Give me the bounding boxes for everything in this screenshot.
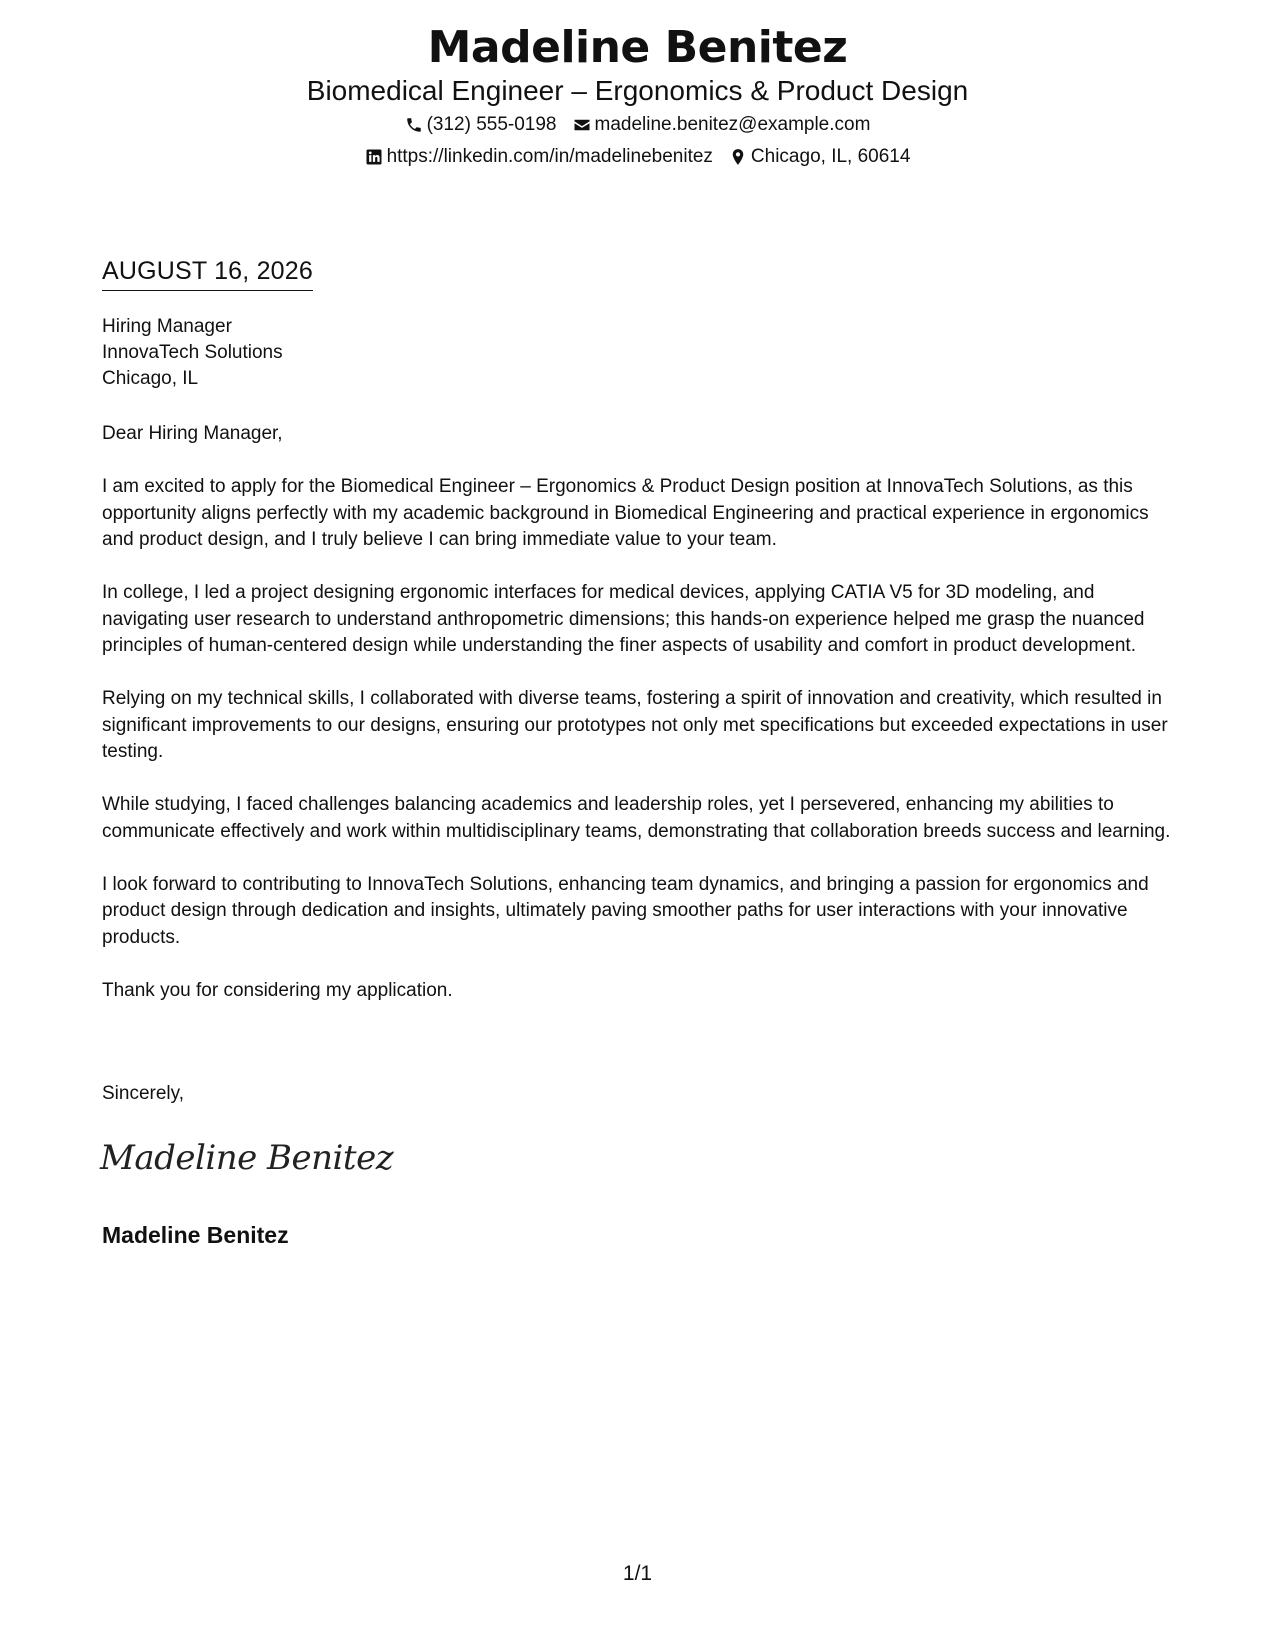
recipient-company: InnovaTech Solutions [102, 342, 283, 363]
salutation: Dear Hiring Manager, [102, 423, 283, 444]
body-paragraph: In college, I led a project designing ergonomic interfaces for medical devices, applying CATIA V5 for 3D modeling, and navigating user research to understand anthropometric dimensions; this hands-on experience helped me grasp the nuanced principles of human-centered design while understanding the finer aspects of usability and comfort in product development. [102, 582, 1145, 656]
letter-header [0, 22, 1275, 169]
linkedin-icon [365, 148, 383, 166]
body-paragraph: I am excited to apply for the Biomedical Engineer – Ergonomics & Product Design position at InnovaTech Solutions, as this opportunity aligns perfectly with my academic background in Biomedical Engineering and practical experience in ergonomics and product design, and I truly believe I can bring immediate value to your team. [102, 476, 1149, 550]
envelope-icon [573, 116, 591, 134]
phone-contact [405, 113, 557, 137]
letter-body [102, 421, 1182, 1031]
email-contact[interactable] [573, 113, 871, 137]
phone-icon [405, 116, 423, 134]
job-title: Biomedical Engineer – Ergonomics & Product Design [306, 75, 969, 106]
page-number: 1/1 [622, 1562, 653, 1585]
linkedin-contact[interactable] [365, 145, 713, 169]
contact-row-secondary [0, 145, 1275, 169]
closing-phrase: Sincerely, [102, 1083, 185, 1104]
body-paragraph: I look forward to contributing to InnovaTech Solutions, enhancing team dynamics, and bringing a passion for ergonomics and product design through dedication and insights, ultimately paving smoother paths for user interactions with your innovative products. [102, 873, 1149, 948]
linkedin-text[interactable]: https://linkedin.com/in/madelinebenitez [386, 146, 713, 167]
body-paragraph: Thank you for considering my application. [102, 979, 453, 1001]
letter-date: AUGUST 16, 2026 [102, 256, 313, 291]
body-paragraph: While studying, I faced challenges balancing academics and leadership roles, yet I persevered, enhancing my abilities to communicate effectively and work within multidisciplinary teams, demonstrating that collaboration breeds success and learning. [102, 794, 1171, 842]
map-marker-icon [729, 148, 747, 166]
location-text: Chicago, IL, 60614 [750, 146, 911, 167]
recipient-location: Chicago, IL [102, 368, 199, 389]
recipient-block [102, 314, 283, 392]
email-text[interactable]: madeline.benitez@example.com [594, 114, 871, 135]
handwritten-signature: Madeline Benitez [100, 1138, 394, 1178]
location-contact [729, 145, 911, 169]
contact-row-primary [0, 113, 1275, 137]
applicant-name: Madeline Benitez [427, 22, 848, 73]
signed-name: Madeline Benitez [102, 1222, 289, 1248]
recipient-line: Hiring Manager [102, 316, 232, 337]
phone-text: (312) 555-0198 [426, 114, 557, 135]
body-paragraph: Relying on my technical skills, I collaborated with diverse teams, fostering a spirit of innovation and creativity, which resulted in significant improvements to our designs, ensuring our prototypes not only met specifications but exceeded expectations in user testing. [102, 688, 1168, 762]
